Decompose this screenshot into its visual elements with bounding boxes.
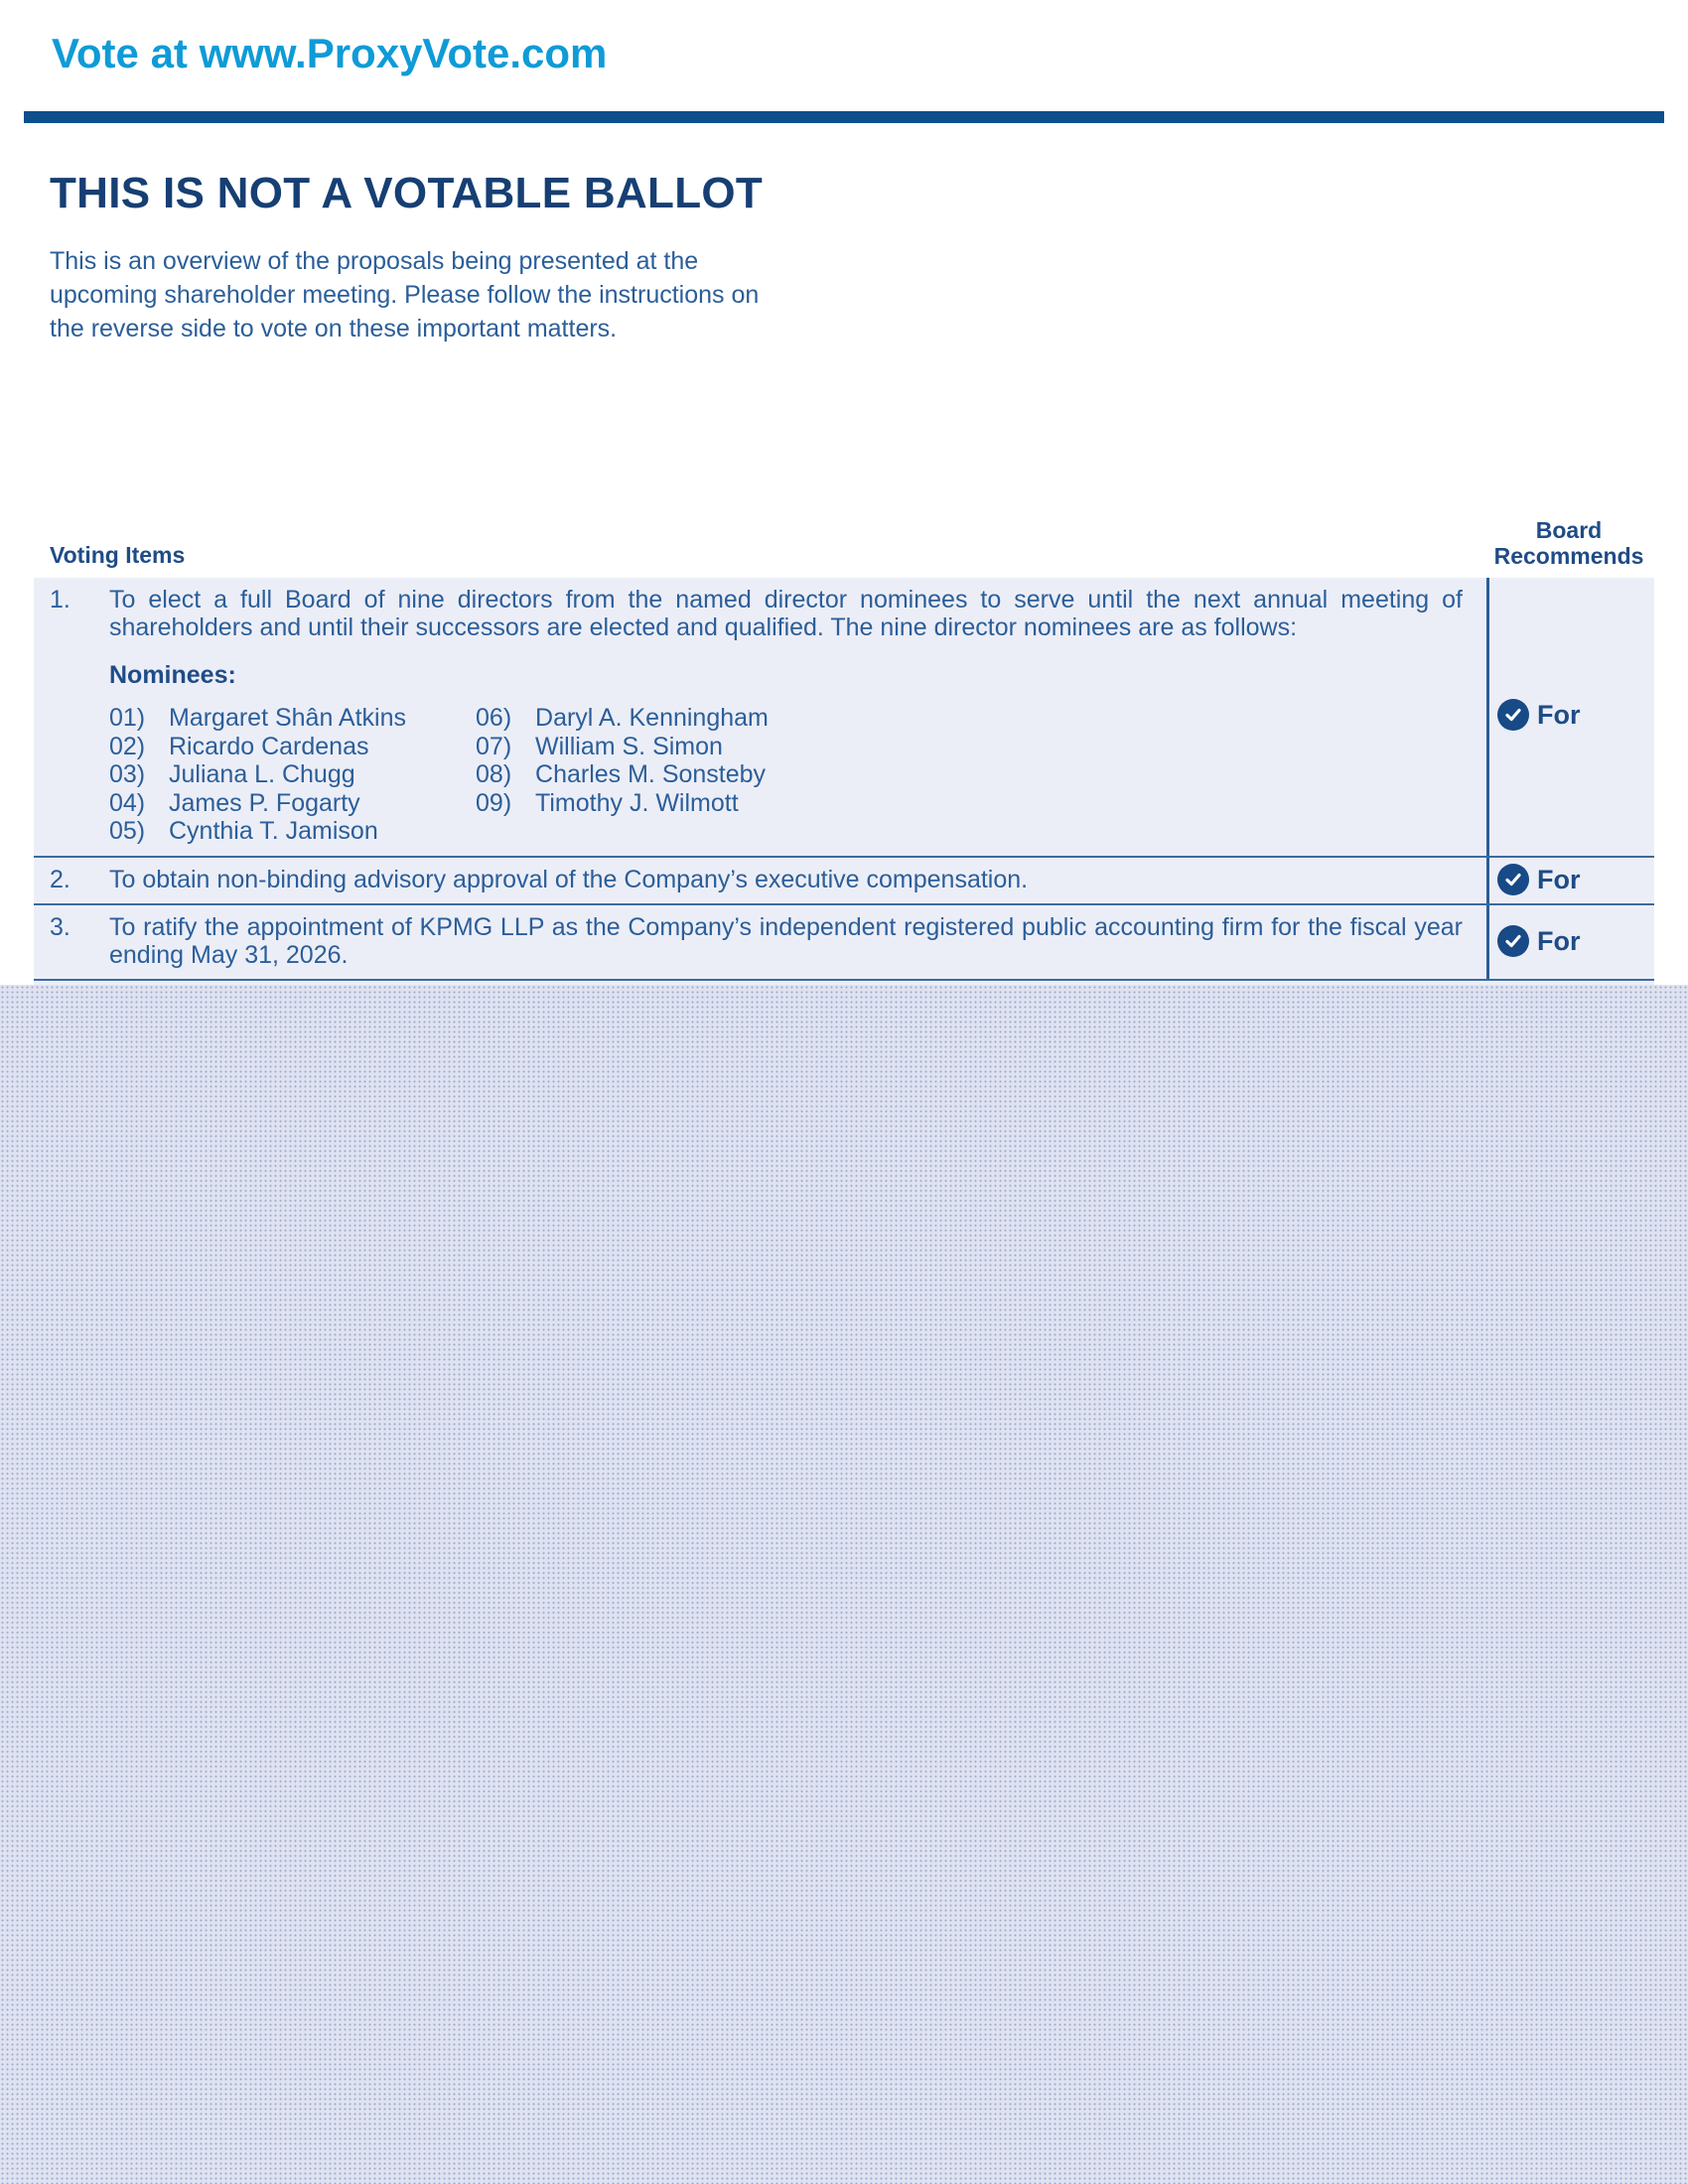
nominee-number: 07) [476,732,512,760]
voting-item-cell [34,578,1489,856]
nominee-name: William S. Simon [535,732,723,760]
recommendation-label: For [1537,699,1581,730]
voting-item-cell [34,905,1489,979]
header-divider [24,111,1664,123]
item-number: 2. [50,866,70,893]
board-recommendation [1493,925,1581,957]
nominee [476,733,769,761]
voting-item-row [34,578,1654,858]
nominee [109,760,406,789]
nominee-number: 03) [109,760,146,788]
redacted-area [0,985,1688,2184]
nominee-name: Timothy J. Wilmott [535,788,739,817]
voting-item-cell [34,858,1489,903]
nominee [476,760,769,789]
nominee-name: Juliana L. Chugg [169,760,355,788]
nominee-name: Charles M. Sonsteby [535,760,767,788]
nominee [109,733,406,761]
nominee-name: Margaret Shân Atkins [169,704,407,732]
intro-paragraph [50,244,884,345]
nominee [109,817,406,846]
board-header-line: Recommends [1493,543,1644,569]
nominee-number: 09) [476,788,512,817]
voting-items-table [34,578,1654,995]
proxyvote-link[interactable]: Vote at www.ProxyVote.com [52,30,608,76]
nominee-name: Cynthia T. Jamison [169,817,378,845]
check-circle-icon [1497,864,1529,895]
nominees-list [109,704,1463,846]
item-text: To elect a full Board of nine directors from the named director nominees to serve until the next annual meeting of shareholders and until their successors are elected and qualified. The nine director nominees are as follows: [109,586,1463,641]
intro-line: This is an overview of the proposals being presented at the [50,247,699,275]
board-recommendation [1493,699,1581,731]
voting-item-row [34,858,1654,905]
nominees-label: Nominees: [109,661,236,689]
nominee-number: 06) [476,704,512,732]
intro-line: the reverse side to vote on these important matters. [50,315,618,342]
nominee-number: 04) [109,788,146,817]
page-title: THIS IS NOT A VOTABLE BALLOT [50,169,764,217]
nominee-column [476,704,769,846]
nominee [109,789,406,818]
item-text: To obtain non-binding advisory approval of the Company’s executive compensation. [109,866,1029,893]
recommendation-label: For [1537,925,1581,956]
nominee-name: Daryl A. Kenningham [535,704,769,732]
nominee-number: 02) [109,732,146,760]
item-text: To ratify the appointment of KPMG LLP as the Company’s independent registered public accounting firm for the fiscal year ending May 31, 2026. [109,913,1463,969]
nominee-name: James P. Fogarty [169,788,360,817]
intro-line: upcoming shareholder meeting. Please follow the instructions on [50,281,760,309]
check-circle-icon [1497,925,1529,957]
nominee-number: 01) [109,704,146,732]
voting-items-header: Voting Items [50,542,186,568]
nominee-number: 08) [476,760,512,788]
nominee [109,704,406,733]
recommendation-label: For [1537,864,1581,894]
board-header-line: Board [1535,517,1603,543]
nominee [476,789,769,818]
nominee [476,704,769,733]
nominee-column [109,704,406,846]
voting-item-row [34,905,1654,981]
board-recommends-header [1489,517,1648,569]
check-circle-icon [1497,699,1529,731]
item-number: 3. [50,913,70,941]
item-number: 1. [50,586,70,614]
nominee-number: 05) [109,817,146,845]
board-recommendation [1493,864,1581,895]
nominee-name: Ricardo Cardenas [169,732,369,760]
